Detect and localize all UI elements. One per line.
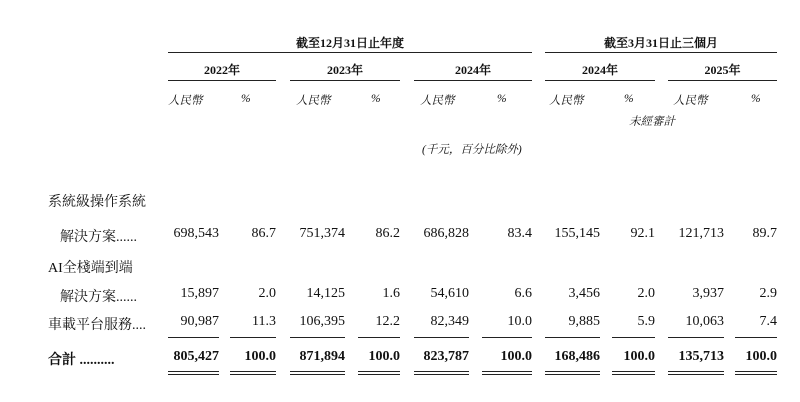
cell-total-2025q-amt: 135,713: [678, 349, 724, 364]
total-double-rule-9: [668, 371, 724, 375]
cell-r3-2024q-amt: 9,885: [568, 314, 600, 329]
subtotal-rule-8: [612, 337, 655, 338]
currency-header-5: 人民幣: [673, 95, 708, 107]
cell-r3-2024-pct: 10.0: [507, 314, 532, 329]
row-label-system-os-cont: 解決方案......: [60, 230, 137, 245]
total-double-rule-5: [414, 371, 469, 375]
cell-r2-2025q-pct: 2.9: [759, 286, 777, 301]
subtotal-rule-5: [414, 337, 469, 338]
row-label-system-os: 系統級操作系統: [48, 195, 146, 210]
cell-r2-2025q-amt: 3,937: [692, 286, 724, 301]
rule-year-2024-q: [545, 80, 655, 81]
subtotal-rule-7: [545, 337, 600, 338]
cell-r3-2022-amt: 90,987: [180, 314, 219, 329]
rule-year-2022: [168, 80, 276, 81]
year-header-2022: 2022年: [203, 63, 240, 77]
cell-r1-2024q-amt: 155,145: [554, 226, 600, 241]
cell-r3-2025q-amt: 10,063: [685, 314, 724, 329]
cell-total-2023-amt: 871,894: [299, 349, 345, 364]
currency-header-1: 人民幣: [168, 95, 203, 107]
rule-year-2024: [414, 80, 532, 81]
cell-r1-2022-pct: 86.7: [251, 226, 276, 241]
total-double-rule-7: [545, 371, 600, 375]
cell-total-2022-pct: 100.0: [244, 349, 276, 364]
year-header-2024: 2024年: [454, 63, 491, 77]
cell-r1-2023-amt: 751,374: [299, 226, 345, 241]
total-double-rule-4: [358, 371, 400, 375]
unaudited-note: 未經審計: [629, 116, 675, 128]
percent-header-5: %: [751, 93, 761, 105]
currency-header-4: 人民幣: [549, 95, 584, 107]
percent-header-3: %: [497, 93, 507, 105]
currency-header-3: 人民幣: [420, 95, 455, 107]
cell-r2-2023-pct: 1.6: [382, 286, 400, 301]
subtotal-rule-2: [230, 337, 276, 338]
cell-r2-2024q-amt: 3,456: [568, 286, 600, 301]
rule-group-annual: [168, 52, 532, 53]
cell-r2-2023-amt: 14,125: [306, 286, 345, 301]
total-double-rule-3: [290, 371, 345, 375]
total-double-rule-1: [168, 371, 219, 375]
cell-r1-2025q-amt: 121,713: [678, 226, 724, 241]
cell-r2-2022-pct: 2.0: [258, 286, 276, 301]
cell-total-2022-amt: 805,427: [173, 349, 219, 364]
percent-header-4: %: [624, 93, 634, 105]
cell-r2-2024q-pct: 2.0: [637, 286, 655, 301]
row-label-ai-fullstack: AI全棧端到端: [48, 261, 133, 276]
cell-r2-2024-amt: 54,610: [430, 286, 469, 301]
rule-group-quarter: [545, 52, 777, 53]
cell-r3-2023-pct: 12.2: [375, 314, 400, 329]
cell-r3-2024q-pct: 5.9: [637, 314, 655, 329]
subtotal-rule-3: [290, 337, 345, 338]
subtotal-rule-9: [668, 337, 724, 338]
cell-r3-2025q-pct: 7.4: [759, 314, 777, 329]
total-double-rule-8: [612, 371, 655, 375]
cell-r3-2022-pct: 11.3: [252, 314, 276, 329]
cell-r2-2022-amt: 15,897: [180, 286, 219, 301]
cell-total-2025q-pct: 100.0: [745, 349, 777, 364]
cell-r3-2023-amt: 106,395: [299, 314, 345, 329]
group-header-quarter: 截至3月31日止三個月: [603, 36, 718, 50]
row-label-ai-fullstack-cont: 解決方案......: [60, 290, 137, 305]
percent-header-2: %: [371, 93, 381, 105]
cell-r1-2024-pct: 83.4: [507, 226, 532, 241]
total-double-rule-6: [482, 371, 532, 375]
cell-r1-2024-amt: 686,828: [423, 226, 469, 241]
cell-r1-2023-pct: 86.2: [375, 226, 400, 241]
total-double-rule-2: [230, 371, 276, 375]
cell-r1-2025q-pct: 89.7: [752, 226, 777, 241]
cell-r2-2024-pct: 6.6: [514, 286, 532, 301]
subtotal-rule-10: [735, 337, 777, 338]
cell-total-2024q-pct: 100.0: [623, 349, 655, 364]
year-header-2025-q: 2025年: [704, 63, 741, 77]
row-label-vehicle-platform: 車載平台服務....: [48, 318, 146, 333]
cell-total-2024q-amt: 168,486: [554, 349, 600, 364]
cell-total-2024-pct: 100.0: [500, 349, 532, 364]
subtotal-rule-1: [168, 337, 219, 338]
rule-year-2023: [290, 80, 400, 81]
unit-note: (千元，百分比除外): [422, 144, 522, 156]
subtotal-rule-4: [358, 337, 400, 338]
cell-total-2024-amt: 823,787: [423, 349, 469, 364]
row-label-total: 合計 ..........: [48, 353, 115, 368]
group-header-annual: 截至12月31日止年度: [295, 36, 404, 50]
cell-r1-2024q-pct: 92.1: [630, 226, 655, 241]
year-header-2023: 2023年: [326, 63, 363, 77]
cell-r3-2024-amt: 82,349: [430, 314, 469, 329]
total-double-rule-10: [735, 371, 777, 375]
currency-header-2: 人民幣: [296, 95, 331, 107]
year-header-2024-q: 2024年: [581, 63, 618, 77]
percent-header-1: %: [241, 93, 251, 105]
subtotal-rule-6: [482, 337, 532, 338]
cell-r1-2022-amt: 698,543: [173, 226, 219, 241]
rule-year-2025-q: [668, 80, 777, 81]
cell-total-2023-pct: 100.0: [368, 349, 400, 364]
